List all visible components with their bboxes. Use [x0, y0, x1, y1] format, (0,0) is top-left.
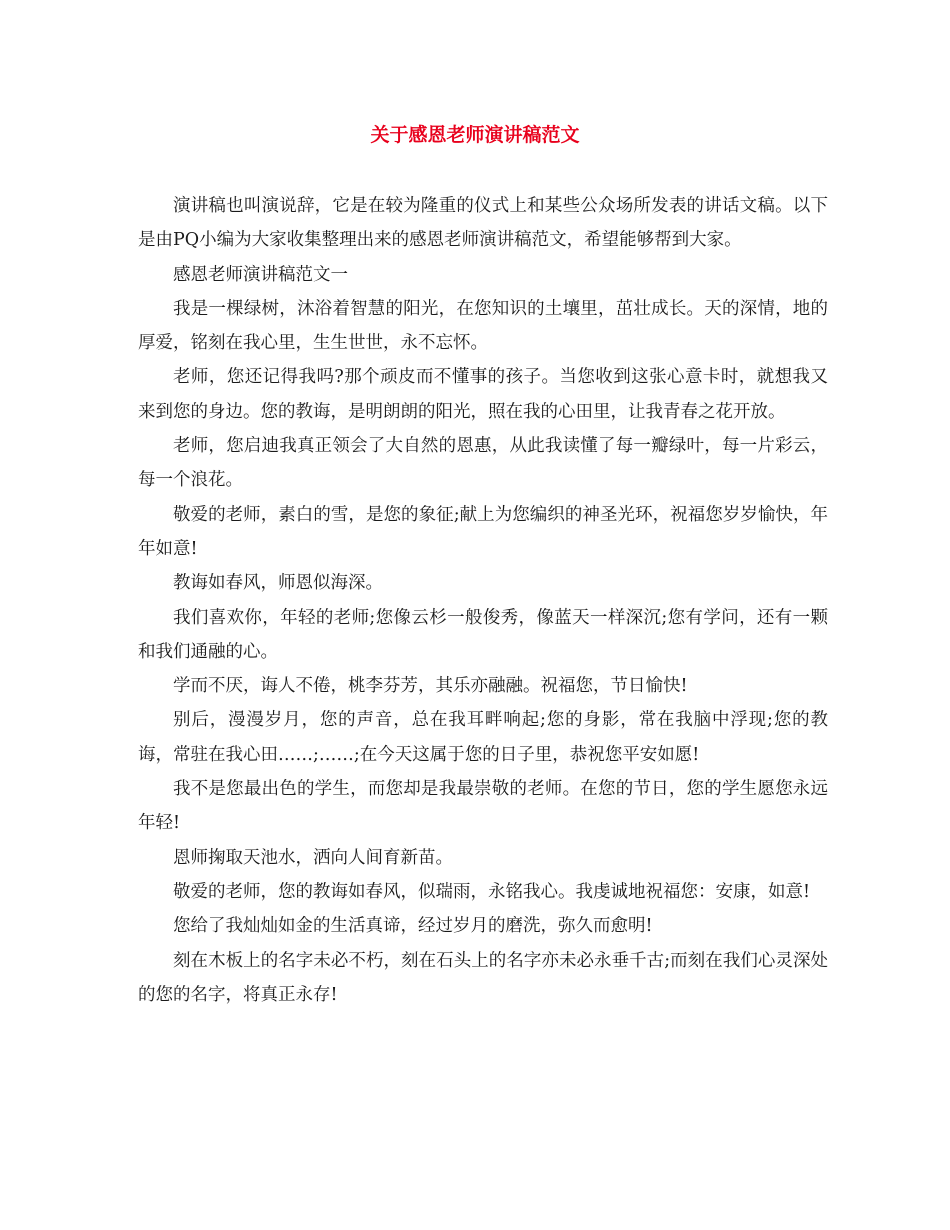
paragraph: 您给了我灿灿如金的生活真谛，经过岁月的磨洗，弥久而愈明!: [173, 916, 653, 937]
paragraph: 刻在木板上的名字未必不朽，刻在石头上的名字亦未必永垂千古;而刻在我们心灵深处的您的名字，将真正永存!: [138, 950, 828, 1005]
paragraph: 敬爱的老师，素白的雪，是您的象征;献上为您编织的神圣光环，祝福您岁岁愉快，年年如意!: [138, 504, 828, 559]
section-heading: 感恩老师演讲稿范文一: [173, 264, 348, 285]
paragraph: 教诲如春风，师恩似海深。: [173, 573, 383, 594]
paragraph: 学而不厌，诲人不倦，桃李芬芳，其乐亦融融。祝福您，节日愉快!: [173, 676, 688, 697]
document-title: 关于感恩老师演讲稿范文: [370, 124, 580, 146]
paragraph: 敬爱的老师，您的教诲如春风，似瑞雨，永铭我心。我虔诚地祝福您：安康，如意!: [173, 881, 811, 902]
paragraph: 别后，漫漫岁月，您的声音，总在我耳畔响起;您的身影，常在我脑中浮现;您的教诲，常驻在我心田……;……;在今天这属于您的日子里，恭祝您平安如愿!: [138, 710, 828, 765]
paragraph: 我是一棵绿树，沐浴着智慧的阳光，在您知识的土壤里，茁壮成长。天的深情，地的厚爱，铭刻在我心里，生生世世，永不忘怀。: [138, 298, 828, 354]
document-body: [138, 189, 828, 1012]
paragraph: 恩师掬取天池水，洒向人间育新苗。: [173, 847, 453, 868]
paragraph: 老师，您还记得我吗?那个顽皮而不懂事的孩子。当您收到这张心意卡时，就想我又来到您的身边。您的教诲，是明朗朗的阳光，照在我的心田里，让我青春之花开放。: [138, 367, 828, 422]
paragraph: 我们喜欢你，年轻的老师;您像云杉一般俊秀，像蓝天一样深沉;您有学问，还有一颗和我们通融的心。: [138, 607, 828, 662]
paragraph: 老师，您启迪我真正领会了大自然的恩惠，从此我读懂了每一瓣绿叶，每一片彩云，每一个浪花。: [138, 436, 828, 491]
paragraph: 我不是您最出色的学生，而您却是我最崇敬的老师。在您的节日，您的学生愿您永远年轻!: [138, 779, 828, 834]
paragraph: 演讲稿也叫演说辞，它是在较为隆重的仪式上和某些公众场所发表的讲话文稿。以下是由PQ小编为大家收集整理出来的感恩老师演讲稿范文，希望能够帮到大家。: [138, 196, 828, 251]
